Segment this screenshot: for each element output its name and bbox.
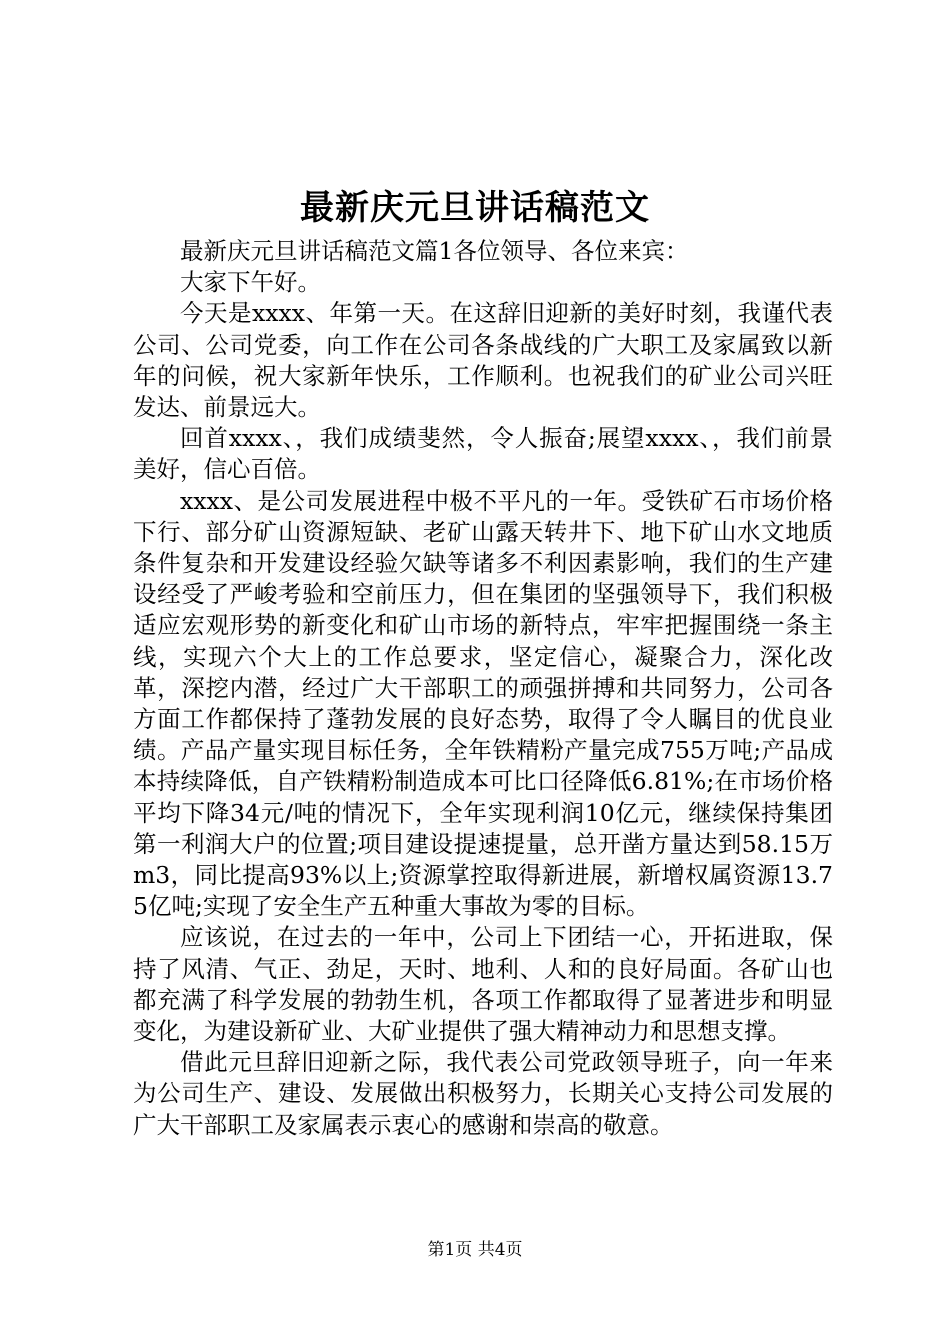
paragraph: xxxx、是公司发展进程中极不平凡的一年。受铁矿石市场价格下行、部分矿山资源短缺、老矿山露天转井下、地下矿山水文地质条件复杂和开发建设经验欠缺等诸多不利因素影响，我们的生产建设经受了严峻考验和空前压力，但在集团的坚强领导下，我们积极适应宏观形势的新变化和矿山市场的新特点，牢牢把握围绕一条主线，实现六个大上的工作总要求，坚定信心，凝聚合力，深化改革，深挖内潜，经过广大干部职工的顽强拼搏和共同努力，公司各方面工作都保持了蓬勃发展的良好态势，取得了令人瞩目的优良业绩。产品产量实现目标任务，全年铁精粉产量完成755万吨;产品成本持续降低，自产铁精粉制造成本可比口径降低6.81%;在市场价格平均下降34元/吨的情况下，全年实现利润10亿元，继续保持集团第一利润大户的位置;项目建设提速提量，总开凿方量达到58.15万m3，同比提高93%以上;资源掌控取得新进展，新增权属资源13.75亿吨;实现了安全生产五种重大事故为零的目标。 bbox=[133, 486, 833, 921]
paragraph: 回首xxxx、，我们成绩斐然，令人振奋;展望xxxx、，我们前景美好，信心百倍。 bbox=[133, 424, 833, 484]
document-title: 最新庆元旦讲话稿范文 bbox=[300, 188, 650, 228]
paragraph: 今天是xxxx、年第一天。在这辞旧迎新的美好时刻，我谨代表公司、公司党委，向工作在公司各条战线的广大职工及家属致以新年的问候，祝大家新年快乐，工作顺利。也祝我们的矿业公司兴旺发达、前景远大。 bbox=[133, 299, 833, 422]
page-number-footer: 第1页 共4页 bbox=[427, 1240, 523, 1260]
paragraph: 大家下午好。 bbox=[180, 268, 321, 297]
paragraph: 最新庆元旦讲话稿范文篇1各位领导、各位来宾： bbox=[180, 237, 689, 265]
paragraph: 应该说，在过去的一年中，公司上下团结一心，开拓进取，保持了风清、气正、劲足，天时、地利、人和的良好局面。各矿山也都充满了科学发展的勃勃生机，各项工作都取得了显著进步和明显变化，为建设新矿业、大矿业提供了强大精神动力和思想支撑。 bbox=[133, 923, 833, 1046]
document-body bbox=[133, 236, 833, 1141]
paragraph: 借此元旦辞旧迎新之际，我代表公司党政领导班子，向一年来为公司生产、建设、发展做出积极努力，长期关心支持公司发展的广大干部职工及家属表示衷心的感谢和崇高的敬意。 bbox=[133, 1048, 833, 1139]
